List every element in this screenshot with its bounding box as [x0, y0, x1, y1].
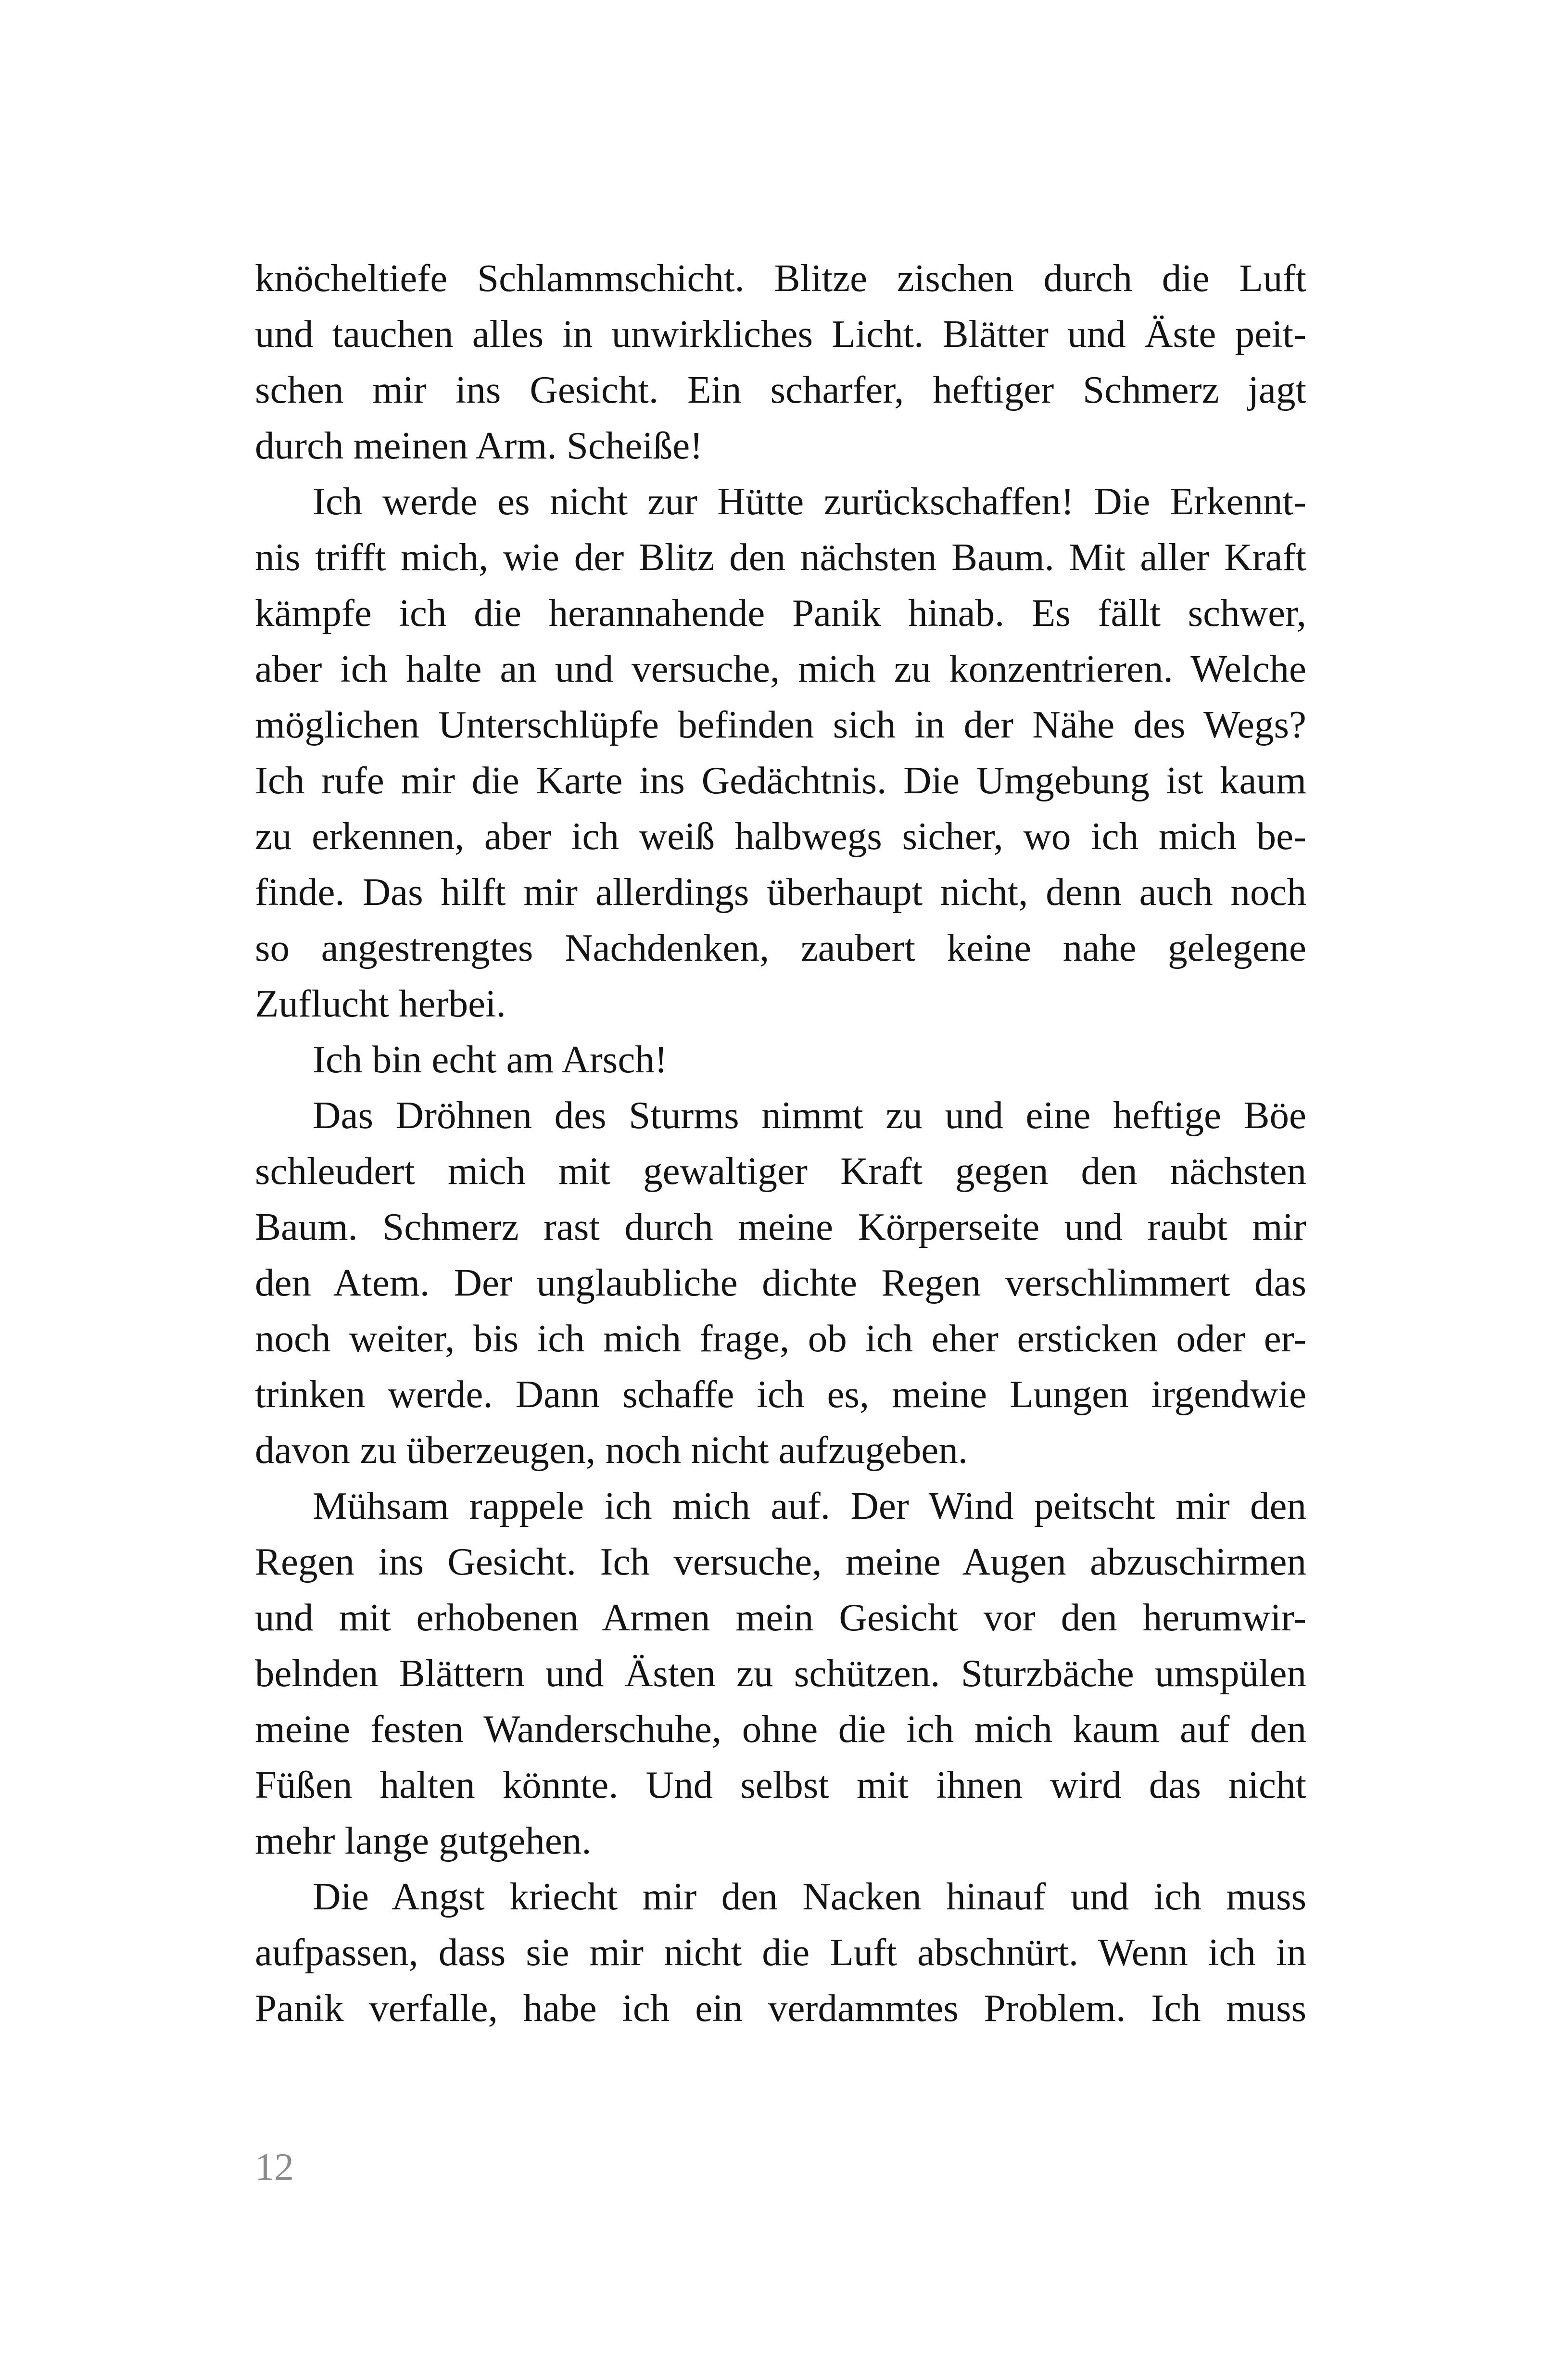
text-line: Ich bin echt am Arsch!	[313, 1038, 668, 1081]
text-line: Panik verfalle, habe ich ein verdammtes Problem. Ich muss	[255, 1986, 1306, 2030]
text-line: schen mir ins Gesicht. Ein scharfer, heftiger Schmerz jagt	[255, 368, 1306, 411]
text-line: nis trifft mich, wie der Blitz den nächsten Baum. Mit aller Kraft	[255, 535, 1306, 579]
text-line: Regen ins Gesicht. Ich versuche, meine Augen abzuschirmen	[255, 1540, 1306, 1583]
text-line: den Atem. Der unglaubliche dichte Regen verschlimmert das	[255, 1261, 1306, 1304]
text-line: Mühsam rappele ich mich auf. Der Wind peitscht mir den	[313, 1484, 1306, 1527]
text-line: Zuflucht herbei.	[255, 982, 506, 1025]
text-line: aufpassen, dass sie mir nicht die Luft abschnürt. Wenn ich in	[255, 1931, 1306, 1974]
text-line: belnden Blättern und Ästen zu schützen. Sturzbäche umspülen	[255, 1652, 1306, 1695]
text-line: knöcheltiefe Schlammschicht. Blitze zischen durch die Luft	[255, 256, 1306, 300]
text-line: meine festen Wanderschuhe, ohne die ich mich kaum auf den	[255, 1707, 1306, 1751]
text-line: trinken werde. Dann schaffe ich es, meine Lungen irgendwie	[255, 1373, 1306, 1416]
body-text	[255, 250, 1306, 2036]
text-line: möglichen Unterschlüpfe befinden sich in der Nähe des Wegs?	[255, 703, 1306, 746]
text-line: finde. Das hilft mir allerdings überhaupt nicht, denn auch noch	[255, 870, 1306, 914]
page-number: 12	[255, 2145, 294, 2188]
text-line: schleudert mich mit gewaltiger Kraft gegen den nächsten	[255, 1149, 1306, 1193]
text-line: Füßen halten könnte. Und selbst mit ihnen wird das nicht	[255, 1763, 1306, 1806]
text-line: und tauchen alles in unwirkliches Licht. Blätter und Äste peit-	[255, 312, 1306, 356]
text-line: mehr lange gutgehen.	[255, 1819, 592, 1862]
text-line: durch meinen Arm. Scheiße!	[255, 424, 703, 467]
text-line: so angestrengtes Nachdenken, zaubert keine nahe gelegene	[255, 926, 1306, 969]
text-line: zu erkennen, aber ich weiß halbwegs sicher, wo ich mich be-	[255, 814, 1306, 858]
text-line: kämpfe ich die herannahende Panik hinab. Es fällt schwer,	[255, 591, 1306, 635]
text-line: aber ich halte an und versuche, mich zu konzentrieren. Welche	[255, 647, 1306, 690]
text-line: davon zu überzeugen, noch nicht aufzugeben.	[255, 1428, 968, 1472]
text-line: Ich werde es nicht zur Hütte zurückschaffen! Die Erkennt-	[313, 480, 1306, 523]
text-line: und mit erhobenen Armen mein Gesicht vor den herumwir-	[255, 1596, 1306, 1639]
text-line: Ich rufe mir die Karte ins Gedächtnis. Die Umgebung ist kaum	[255, 759, 1306, 802]
text-line: Baum. Schmerz rast durch meine Körperseite und raubt mir	[255, 1205, 1306, 1248]
text-line: Das Dröhnen des Sturms nimmt zu und eine heftige Böe	[313, 1093, 1306, 1137]
text-line: noch weiter, bis ich mich frage, ob ich eher ersticken oder er-	[255, 1317, 1306, 1360]
text-line: Die Angst kriecht mir den Nacken hinauf und ich muss	[313, 1875, 1306, 1918]
